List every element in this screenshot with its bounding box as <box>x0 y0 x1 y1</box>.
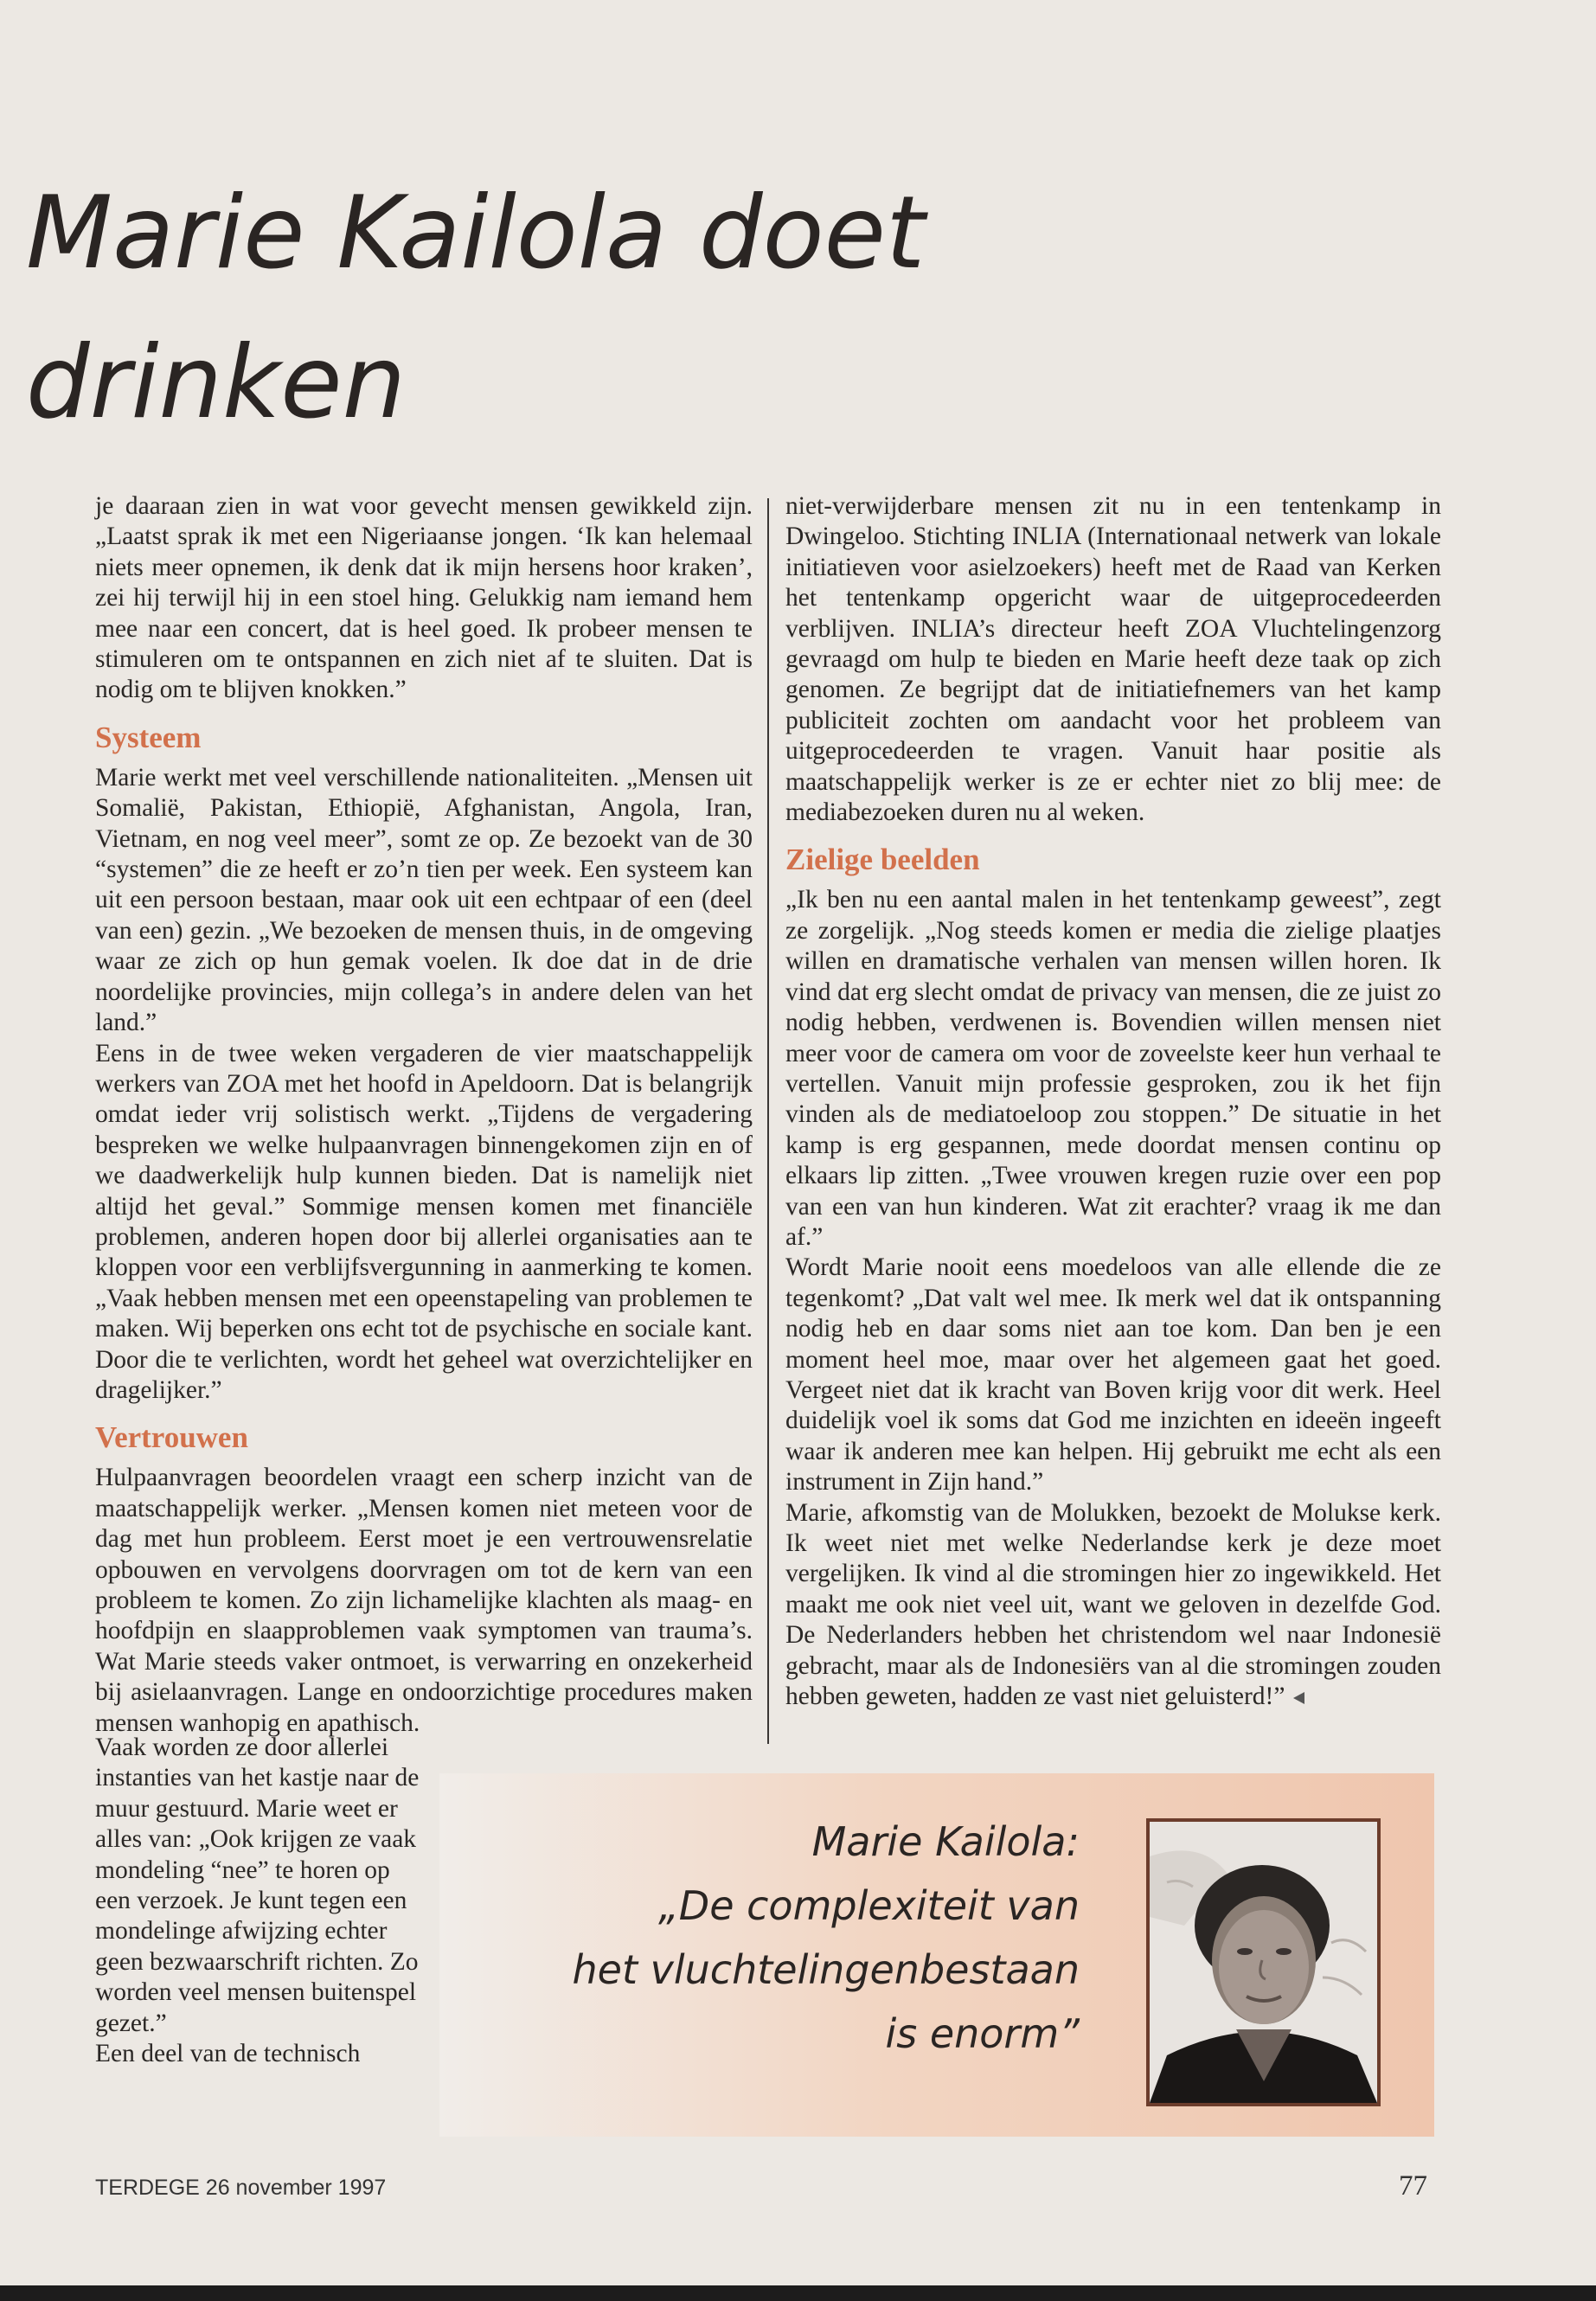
paragraph: je daaraan zien in wat voor gevecht mensen gewikkeld zijn. „Laatst sprak ik met een Nigeriaanse jongen. ‘Ik kan helemaal niets meer opnemen, ik denk dat ik mijn hersens hoor kraken’, zei hij terwijl hij in een stoel hing. Gelukkig nam iemand hem mee naar een concert, dat is heel goed. Ik probeer mensen te stimuleren om te ontspannen en zich niet af te sluiten. Dat is nodig om te blijven knokken.” <box>95 492 753 704</box>
pull-quote-box <box>439 1773 1434 2137</box>
paragraph <box>785 1498 1441 1713</box>
section-heading-vertrouwen: Vertrouwen <box>95 1420 248 1455</box>
pull-quote-line: „De complexiteit van <box>657 1882 1080 1929</box>
pull-quote-line: het vluchtelingenbestaan <box>572 1946 1080 1993</box>
page-edge <box>0 2285 1596 2301</box>
text-wrap-around-quote <box>95 1733 424 2069</box>
portrait-photo <box>1146 1818 1381 2106</box>
end-of-article-icon <box>1293 1692 1304 1704</box>
pull-quote-line: is enorm” <box>885 2010 1080 2057</box>
column-divider <box>767 498 769 1744</box>
paragraph: „Ik ben nu een aantal malen in het tentenkamp geweest”, zegt ze zorgelijk. „Nog steeds komen er media die zielige plaatjes willen en dramatische verhalen van mensen willen horen. Ik vind dat erg slecht omdat de privacy van mensen, die ze juist zo nodig hebben, verdwenen is. Bovendien willen mensen niet meer voor de camera om voor de zoveelste keer hun verhaal te vertellen. Vanuit mijn professie gesproken, zou ik het fijn vinden als de mediatoeloop zou stoppen.” De situatie in het kamp is erg gespannen, mede doordat mensen continu op elkaars lip zitten. „Twee vrouwen kregen ruzie over een pop van een van hun kinderen. Wat zit erachter? vraag ik me dan af.” <box>785 886 1441 1251</box>
paragraph: Marie werkt met veel verschillende nationaliteiten. „Mensen uit Somalië, Pakistan, Ethiopië, Afghanistan, Angola, Iran, Vietnam, en nog veel meer”, somt ze op. Ze bezoekt van de 30 “systemen” die ze heeft er zo’n tien per week. Een systeem kan uit een persoon bestaan, maar ook uit een echtpaar of een (deel van een) gezin. „We bezoeken de mensen thuis, in de omgeving waar ze zich op hun gemak voelen. Ik doe dat in de drie noordelijke provincies, mijn collega’s in andere delen van het land.” <box>95 763 753 1037</box>
pull-quote-line: Marie Kailola: <box>811 1818 1080 1865</box>
text-column-right <box>785 491 1441 1712</box>
paragraph: Hulpaanvragen beoordelen vraagt een scherp inzicht van de maatschappelijk werker. „Mensen komen niet meteen voor de dag met hun probleem. Eerst moet je een vertrouwensrelatie opbouwen en vervolgens doorvragen om tot de kern van een probleem te komen. Zo zijn lichamelijke klachten als maag- en hoofdpijn en slaapproblemen vaak symptomen van trauma’s. Wat Marie steeds vaker ontmoet, is verwarring en onzekerheid bij asielaanvragen. Lange en ondoorzichtige procedures maken mensen wanhopig en apathisch. <box>95 1464 753 1737</box>
paragraph: Vaak worden ze door allerlei instanties van het kastje naar de muur gestuurd. Marie weet er alles van: „Ook krijgen ze vaak mondeling “nee” te horen op een verzoek. Je kunt tegen een mondelinge afwijzing echter geen bezwaarschrift richten. Zo worden veel mensen buitenspel gezet.” <box>95 1734 420 2037</box>
paragraph: Eens in de twee weken vergaderen de vier maatschappelijk werkers van ZOA met het hoofd in Apeldoorn. Dat is belangrijk omdat ieder vrij solistisch werkt. „Tijdens de vergadering bespreken we welke hulpaanvragen binnengekomen zijn en of we daadwerkelijk hulp kunnen bieden. Dat is namelijk niet altijd het geval.” Sommige mensen komen met financiële problemen, anderen hopen door bij allerlei organisaties aan te kloppen voor een verblijfsvergunning in aanmerking te komen. „Vaak hebben mensen met een opeenstapeling van problemen te maken. Wij beperken ons echt tot de psychische en sociale kant. Door die te verlichten, wordt het geheel wat overzichtelijker en dragelijker.” <box>95 1039 753 1404</box>
paragraph: Wordt Marie nooit eens moedeloos van alle ellende die ze tegenkomt? „Dat valt wel mee. Ik merk wel dat ik ontspanning nodig heb en daar soms niet aan toe kom. Dan ben je een moment heel moe, maar over het algemeen gaat het goed. Vergeet niet dat ik kracht van Boven krijg voor dit werk. Heel duidelijk voel ik soms dat God me inzichten en ideeën ingeeft waar ik anderen mee kan helpen. Hij gebruikt me echt als een instrument in Zijn hand.” <box>785 1253 1441 1497</box>
text-column-left <box>95 491 753 1739</box>
paragraph: niet-verwijderbare mensen zit nu in een tentenkamp in Dwingeloo. Stichting INLIA (Internationaal netwerk van lokale initiatieven voor asielzoekers) heeft met de Raad van Kerken het tentenkamp opgericht waar de uitgeprocedeerden verblijven. INLIA’s directeur heeft ZOA Vluchtelingenzorg gevraagd om hulp te bieden en Marie heeft deze taak op zich genomen. Ze begrijpt dat de initiatiefnemers van het kamp publiciteit zochten om aandacht voor het probleem van uitgeprocedeerden te vragen. Vanuit haar positie als maatschappelijk werker is ze er echter niet zo blij mee: de mediabezoeken duren nu al weken. <box>785 492 1441 827</box>
section-heading-zielige-beelden: Zielige beelden <box>785 843 980 877</box>
section-heading-systeem: Systeem <box>95 720 202 754</box>
article-title-line1: Marie Kailola doet <box>26 175 926 292</box>
portrait-image <box>1150 1822 1377 2103</box>
paragraph: Een deel van de technisch <box>95 2040 361 2068</box>
paragraph-text: Marie, afkomstig van de Molukken, bezoekt de Molukse kerk. Ik weet niet met welke Nederlandse kerk je deze moet vergelijken. Ik vind al die stromingen hier zo ingewikkeld. Het maakt me ook niet veel uit, want we geloven in dezelfde God. De Nederlanders hebben het christendom wel naar Indonesië gebracht, maar als de Indonesiërs van al die stromingen zouden hebben geweten, hadden ze vast niet geluisterd!” <box>785 1498 1441 1711</box>
page-number: 77 <box>1399 2170 1427 2202</box>
pull-quote-text <box>457 1810 1080 2066</box>
footer-publication: TERDEGE 26 november 1997 <box>95 2176 387 2200</box>
article-title-line2: drinken <box>26 324 407 441</box>
